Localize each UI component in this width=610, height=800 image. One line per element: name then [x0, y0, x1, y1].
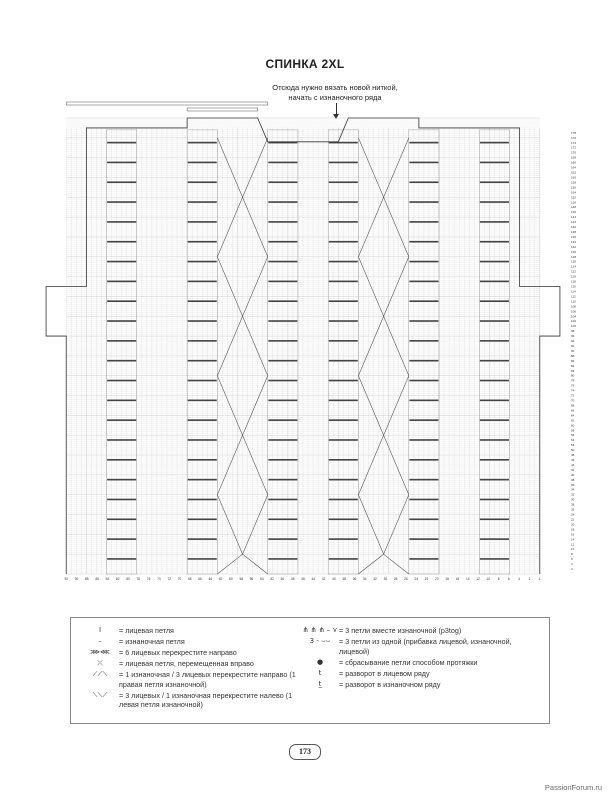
cable-cross-mark [409, 538, 438, 540]
right-row-number: 106 [571, 309, 577, 314]
right-row-number: 54 [571, 438, 575, 443]
cable-cross-mark [409, 300, 438, 302]
cable-cross-mark [329, 340, 358, 342]
right-row-number: 16 [571, 532, 575, 537]
right-row-number: 174 [571, 140, 577, 145]
cable-cross-mark [188, 142, 217, 144]
cable-cross-mark [107, 281, 136, 283]
cable-cross-mark [480, 162, 509, 164]
bottom-stitch-number: 82 [115, 577, 120, 581]
right-row-number: 24 [571, 512, 575, 517]
cable-cross-mark [188, 380, 217, 382]
cable-cross-mark [329, 300, 358, 302]
cable-cross-mark [409, 459, 438, 461]
right-row-number: 42 [571, 467, 575, 472]
cable-cross-mark [268, 221, 297, 223]
cable-cross-mark [329, 558, 358, 560]
cable-cross-mark [107, 538, 136, 540]
cable-cross-mark [268, 320, 297, 322]
right-row-number: 30 [571, 497, 575, 502]
right-row-number: 94 [571, 339, 575, 344]
right-row-number: 14 [571, 537, 575, 542]
right-row-number: 68 [571, 403, 575, 408]
right-row-number: 38 [571, 477, 575, 482]
cable-cross-mark [107, 181, 136, 183]
cable-cross-mark [188, 419, 217, 421]
right-row-number: 178 [571, 130, 577, 135]
cable-cross-mark [409, 558, 438, 560]
cable-cross-mark [188, 261, 217, 263]
cable-cross-mark [480, 320, 509, 322]
cable-cross-mark [188, 162, 217, 164]
cable-cross-mark [268, 538, 297, 540]
bottom-stitch-number: 6 [507, 577, 510, 581]
cable-cross-mark [409, 162, 438, 164]
turn-knit-icon: t [318, 668, 322, 677]
cable-right-icon: ⋙⋘ [90, 648, 110, 656]
bottom-stitch-number: 70 [177, 577, 182, 581]
legend-item: 3 - ⌣⌣ = 3 петли из одной (прибавка лицевой, изнаночной, лицевой) [301, 637, 541, 656]
cable-cross-mark [329, 162, 358, 164]
bottom-stitch-number: 1 [538, 577, 541, 581]
right-row-number: 40 [571, 472, 575, 477]
cable-cross-mark [409, 419, 438, 421]
right-row-number: 152 [571, 195, 577, 200]
cable-cross-mark [409, 499, 438, 501]
cable-cross-mark [329, 439, 358, 441]
moved-stitch-icon: ⤫ [97, 659, 103, 667]
cable-cross-mark [409, 201, 438, 203]
cable-cross-mark [268, 281, 297, 283]
cable-cross-mark [188, 340, 217, 342]
bottom-stitch-number: 10 [486, 577, 491, 581]
cable-cross-mark [329, 201, 358, 203]
cable-cross-mark [107, 459, 136, 461]
bottom-stitch-number: 40 [332, 577, 336, 581]
right-row-number: 74 [571, 388, 575, 393]
cable-cross-mark [409, 320, 438, 322]
right-row-number: 160 [571, 175, 577, 180]
right-row-number: 176 [571, 135, 577, 140]
right-row-number: 12 [571, 542, 575, 547]
right-row-number: 78 [571, 378, 575, 383]
cable-cross-mark [329, 459, 358, 461]
cable-cross-mark [107, 558, 136, 560]
cable-cross-mark [409, 221, 438, 223]
right-row-number: 8 [571, 552, 573, 557]
bottom-stitch-number: 86 [95, 577, 99, 581]
cable-cross-mark [480, 518, 509, 520]
right-row-number: 64 [571, 413, 575, 418]
cable-cross-mark [329, 241, 358, 243]
bottom-stitch-number: 32 [373, 577, 377, 581]
cable-cross-mark [188, 300, 217, 302]
bottom-stitch-number: 48 [290, 577, 295, 581]
cable-cross-mark [188, 241, 217, 243]
right-row-number: 158 [571, 180, 577, 185]
cable-cross-mark [188, 479, 217, 481]
bottom-stitch-number: 8 [497, 577, 500, 581]
cable-cross-mark [329, 419, 358, 421]
cable-cross-mark [188, 201, 217, 203]
cable-cross-mark [409, 142, 438, 144]
legend-item: ● = сбрасывание петли способом протяжки [301, 658, 541, 668]
cable-cross-mark [480, 300, 509, 302]
cable-cross-mark [480, 499, 509, 501]
cable-cross-mark [107, 380, 136, 382]
legend-item: ⋔ ⋔ ⋔ – ⋎ = 3 петли вместе изнаночной (p3tog) [302, 626, 462, 635]
cable-cross-mark [480, 419, 509, 421]
cable-cross-mark [409, 241, 438, 243]
right-row-number: 18 [571, 527, 575, 532]
right-row-number: 154 [571, 190, 577, 195]
cable-cross-mark [480, 142, 509, 144]
right-row-number: 108 [571, 304, 577, 309]
chart-grid-group [66, 118, 540, 574]
bottom-stitch-number: 60 [229, 577, 233, 581]
cable-cross-mark [329, 479, 358, 481]
right-row-number: 164 [571, 165, 577, 170]
right-row-number: 118 [571, 279, 576, 284]
right-row-number: 72 [571, 393, 575, 398]
cable-cross-mark [188, 400, 217, 402]
bottom-stitch-number: 34 [362, 577, 367, 581]
right-row-number: 144 [571, 215, 577, 220]
cable-cross-mark [107, 400, 136, 402]
right-row-number: 172 [571, 145, 577, 150]
bottom-stitch-number: 22 [424, 577, 429, 581]
cable-cross-mark [480, 241, 509, 243]
cable-cross-mark [409, 340, 438, 342]
cable-cross-mark [480, 340, 509, 342]
right-row-number: 136 [571, 234, 577, 239]
cable-cross-mark [329, 320, 358, 322]
cable-cross-mark [480, 380, 509, 382]
page-number: 173 [289, 744, 321, 760]
right-row-number: 128 [571, 254, 577, 259]
bottom-stitch-number: 66 [198, 577, 202, 581]
cast-on-bar-left [66, 102, 268, 105]
legend-left-column [81, 626, 301, 711]
note-line-2: начать с изнаночного ряда [288, 93, 382, 102]
right-row-number: 20 [571, 522, 575, 527]
right-row-number: 138 [571, 229, 577, 234]
right-row-number: 26 [571, 507, 575, 512]
cable-cross-mark [268, 201, 297, 203]
cable-cross-mark [329, 499, 358, 501]
cable-cross-mark [480, 261, 509, 263]
right-row-number: 150 [571, 200, 577, 205]
bottom-stitch-number: 80 [126, 577, 130, 581]
bottom-stitch-number: 68 [187, 577, 192, 581]
cable-cross-mark [329, 221, 358, 223]
right-row-number: 62 [571, 418, 575, 423]
cable-cross-mark [409, 261, 438, 263]
right-row-number: 6 [571, 557, 573, 562]
cable-cross-mark [107, 419, 136, 421]
right-row-number: 142 [571, 220, 577, 225]
right-row-number: 130 [571, 249, 577, 254]
legend-item: t̲ = разворот в изнаночном ряду [301, 680, 541, 690]
legend-item: I = лицевая петля [81, 626, 301, 636]
bottom-stitch-number: 50 [280, 577, 285, 581]
cable-cross-mark [268, 419, 297, 421]
cable-cross-mark [188, 439, 217, 441]
right-row-number: 88 [571, 353, 575, 358]
cable-cross-mark [188, 181, 217, 183]
right-row-number: 58 [571, 428, 575, 433]
right-row-number: 168 [571, 155, 577, 160]
right-row-number: 50 [571, 448, 575, 453]
legend-item: ⋙⋘ = 6 лицевых перекрестите направо [81, 648, 301, 658]
cable-cross-mark [188, 518, 217, 520]
right-row-number: 90 [571, 348, 575, 353]
right-row-number: 112 [571, 294, 576, 299]
cable-cross-mark [268, 181, 297, 183]
cable-cross-mark [329, 181, 358, 183]
cable-cross-mark [329, 538, 358, 540]
cable-cross-mark [268, 162, 297, 164]
bottom-stitch-number: 26 [404, 577, 408, 581]
bottom-stitch-number: 28 [393, 577, 398, 581]
right-row-number: 162 [571, 170, 577, 175]
cable-cross-mark [107, 518, 136, 520]
right-row-number: 156 [571, 185, 577, 190]
right-row-number: 140 [571, 225, 577, 230]
cable-cross-mark [188, 459, 217, 461]
cable-cross-mark [188, 320, 217, 322]
right-row-number: 116 [571, 284, 576, 289]
bottom-stitch-number: 4 [518, 577, 521, 581]
bottom-stitch-number: 58 [239, 577, 244, 581]
cable-cross-mark [480, 439, 509, 441]
bottom-stitch-number: 38 [342, 577, 346, 581]
bottom-stitch-number: 92 [64, 577, 68, 581]
cable-cross-mark [268, 241, 297, 243]
right-row-number: 100 [571, 324, 577, 329]
cable-cross-mark [107, 439, 136, 441]
right-row-number: 48 [571, 453, 575, 458]
turn-purl-icon: t̲ [318, 679, 322, 688]
right-row-number: 76 [571, 383, 575, 388]
increase-icon: 3 - ⌣⌣ [309, 637, 331, 645]
knit-stitch-icon: I [98, 626, 102, 634]
bottom-stitch-number: 14 [465, 577, 470, 581]
bottom-stitch-number: 36 [352, 577, 357, 581]
cable-cross-mark [329, 518, 358, 520]
cable-cross-mark [107, 162, 136, 164]
cable-cross-mark [409, 400, 438, 402]
bottom-stitch-number: 64 [208, 577, 213, 581]
cable-cross-mark [107, 360, 136, 362]
right-row-number: 86 [571, 358, 575, 363]
right-row-number: 122 [571, 269, 577, 274]
purl-stitch-icon: – [98, 637, 102, 645]
right-row-number: 134 [571, 239, 577, 244]
cable-cross-mark [480, 281, 509, 283]
bottom-stitch-number: 12 [476, 577, 480, 581]
note-line-1: Отсюда нужно вязать новой ниткой, [272, 83, 398, 92]
cable-cross-mark [107, 499, 136, 501]
cable-cross-mark [480, 558, 509, 560]
right-row-number: 124 [571, 264, 577, 269]
right-row-number: 60 [571, 423, 575, 428]
bottom-stitch-number: 84 [105, 577, 110, 581]
bottom-stitch-number: 88 [85, 577, 89, 581]
cable-cross-mark [107, 221, 136, 223]
right-row-number: 44 [571, 462, 575, 467]
bottom-stitch-number: 42 [321, 577, 326, 581]
right-row-number: 84 [571, 363, 575, 368]
cable-cross-mark [268, 479, 297, 481]
cable-cross-mark [409, 360, 438, 362]
bottom-stitch-number: 20 [435, 577, 439, 581]
right-row-number: 46 [571, 457, 575, 462]
cable-cross-mark [188, 499, 217, 501]
right-row-number: 34 [571, 487, 575, 492]
right-row-number: 98 [571, 329, 575, 334]
right-row-number: 148 [571, 205, 577, 210]
legend-item: ⤫ = лицевая петля, перемещенная вправо [81, 659, 301, 669]
cable-cross-mark [268, 558, 297, 560]
right-row-number: 92 [571, 343, 575, 348]
cable-cross-mark [409, 181, 438, 183]
right-row-number: 2 [571, 567, 573, 572]
cable-cross-mark [268, 499, 297, 501]
cable-cross-mark [107, 320, 136, 322]
cable-cross-mark [268, 360, 297, 362]
cable-cross-mark [268, 439, 297, 441]
bottom-stitch-number: 52 [270, 577, 274, 581]
page-title: СПИНКА 2XL [265, 57, 345, 71]
cable-cross-mark [107, 142, 136, 144]
legend-item: ⟍⟍⟋ = 3 лицевых / 1 изнаночная перекрестите налево (1 левая петля изнаночной) [81, 691, 301, 710]
right-row-number: 170 [571, 150, 577, 155]
right-row-number: 132 [571, 244, 577, 249]
bottom-stitch-number: 62 [218, 577, 223, 581]
right-row-number: 82 [571, 368, 575, 373]
cable-cross-mark [268, 518, 297, 520]
bottom-stitch-number: 74 [157, 577, 161, 581]
cable-cross-mark [188, 360, 217, 362]
cable-cross-mark [409, 518, 438, 520]
p3tog-icon: ⋔ ⋔ ⋔ – ⋎ [302, 626, 338, 634]
bottom-stitch-number: 44 [311, 577, 316, 581]
cable-cross-mark [188, 281, 217, 283]
right-row-number: 52 [571, 443, 575, 448]
bottom-stitch-number: 78 [136, 577, 141, 581]
cable-cross-mark [107, 241, 136, 243]
bottom-stitch-number: 30 [383, 577, 388, 581]
bottom-stitch-number: 72 [167, 577, 171, 581]
cable-cross-mark [329, 281, 358, 283]
cable-cross-mark [268, 300, 297, 302]
bottom-stitch-number: 46 [301, 577, 305, 581]
bottom-stitch-number: 24 [414, 577, 419, 581]
right-row-number: 4 [571, 562, 573, 567]
right-row-number: 126 [571, 259, 577, 264]
cable-cross-mark [188, 221, 217, 223]
legend-item: t = разворот в лицевом ряду [301, 669, 541, 679]
cable-cross-mark [107, 261, 136, 263]
right-row-number: 110 [571, 299, 576, 304]
cable-cross-mark [329, 360, 358, 362]
cable-cross-mark [409, 281, 438, 283]
legend-item: ⟋⟋⟍ = 1 изнаночная / 3 лицевых перекрестите направо (1 правая петля изнаночной) [81, 670, 301, 689]
cable-cross-mark [329, 380, 358, 382]
cable-cross-mark [107, 300, 136, 302]
cable-cross-mark [268, 400, 297, 402]
cable-cross-mark [107, 340, 136, 342]
right-row-number: 166 [571, 160, 577, 165]
legend [70, 617, 550, 724]
cable-cross-mark [480, 360, 509, 362]
right-row-number: 22 [571, 517, 575, 522]
cable-cross-mark [329, 261, 358, 263]
cable-cross-mark [480, 400, 509, 402]
cable-cross-mark [409, 479, 438, 481]
cable-cross-mark [480, 181, 509, 183]
cable-cross-mark [480, 538, 509, 540]
cable-cross-mark [409, 380, 438, 382]
bottom-stitch-number: 2 [528, 577, 531, 581]
cross-left-icon: ⟍⟍⟋ [92, 690, 108, 699]
cast-on-bar-mid [187, 108, 258, 111]
cable-cross-mark [268, 380, 297, 382]
cable-cross-mark [329, 400, 358, 402]
cable-cross-mark [480, 201, 509, 203]
right-row-number: 102 [571, 319, 577, 324]
legend-right-column [301, 626, 541, 691]
right-row-number: 28 [571, 502, 575, 507]
cable-cross-mark [480, 479, 509, 481]
cable-cross-mark [188, 538, 217, 540]
bottom-stitch-number: 76 [146, 577, 151, 581]
right-row-number: 66 [571, 408, 575, 413]
right-row-number: 96 [571, 334, 575, 339]
right-row-number: 70 [571, 398, 575, 403]
right-row-number: 56 [571, 433, 575, 438]
right-row-number: 32 [571, 492, 575, 497]
legend-item: – = изнаночная петля [81, 637, 301, 647]
right-row-number: 36 [571, 482, 575, 487]
cable-cross-mark [107, 201, 136, 203]
drop-stitch-icon: ● [316, 657, 324, 666]
watermark: PassionForum.ru [544, 783, 602, 792]
right-row-number: 146 [571, 210, 577, 215]
bottom-stitch-number: 54 [260, 577, 264, 581]
bottom-stitch-number: 18 [445, 577, 449, 581]
right-row-number: 120 [571, 274, 577, 279]
bottom-stitch-number: 56 [249, 577, 254, 581]
right-row-number: 114 [571, 289, 576, 294]
cable-cross-mark [107, 479, 136, 481]
cable-cross-mark [268, 261, 297, 263]
cable-cross-mark [480, 221, 509, 223]
right-row-number: 80 [571, 373, 575, 378]
cable-cross-mark [188, 558, 217, 560]
cable-cross-mark [268, 459, 297, 461]
cable-cross-mark [480, 459, 509, 461]
cable-cross-mark [409, 439, 438, 441]
bottom-stitch-number: 90 [74, 577, 79, 581]
right-row-number: 10 [571, 547, 575, 552]
right-row-number: 104 [571, 314, 577, 319]
bottom-stitch-number: 16 [455, 577, 460, 581]
cable-cross-mark [268, 340, 297, 342]
cross-right-icon: ⟋⟋⟍ [92, 670, 108, 678]
